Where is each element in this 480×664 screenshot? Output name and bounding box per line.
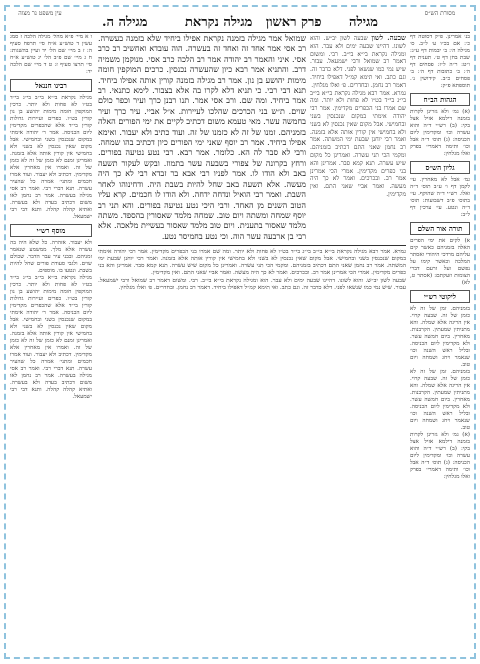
top-border [4, 5, 476, 7]
musaf-rashi: ולא יעבור. אזהרה. כל שלא היה בה עשרה אלא מלך. ממשמע שנאמר זמניהם. ובבני עיר עבר הדבר. שכולם שוים. ולגבי סעודת פורים שחל להיות בשבת. ונטעו בו. מוספים. [10, 240, 92, 274]
tractate-title: מגילה [349, 15, 378, 30]
right-margin-column [410, 34, 470, 644]
hagahot-habach-label: הגהות הב״ח [410, 93, 470, 106]
hagahot-habach: (א) גמ׳ ולא גזרינן לקרות בזמנה דילמא אזיל אצל בקי: (ב) רש״י ד״ה והוא עשרה וכו׳ ומקדימין ליום הכניסה: (ג) תוס׳ ד״ה אבל וכו׳ ותימה דאמרי׳ בפרק ואלו מגלחין: [410, 109, 470, 157]
rashi-commentary [310, 34, 406, 242]
main-text-wrap [98, 34, 406, 242]
ein-mishpat: ו א מיי׳ פ״א מהל׳ מגילה הלכה ז סמג עשין ד טוש״ע א״ח סי׳ תרפח סעיף ה: ז ב מיי׳ שם הל׳ יד ועיין בהשגות: ח ג מיי׳ שם פ״ב הל׳ יג טוש״ע א״ח סי׳ תרצו סעיף ז: ט ד מיי׳ שם הלכה יד: [10, 34, 92, 75]
commentary-text: שבעה לשון יב״ש. והוא לשונו. דהיינו שבעה ימים ולא עבר. הוא ומגילה נקראת בי״א בי״ב. רבי. ומשום דאמר רב שמואל ורבי ישמעאל. עבור. שיש נמי כמו שנשאו לפני. דלא כדבר זה. וגם כתב. ואי תימא קמ״ל דאפילו ביחיד. דאמר רב נחמן. ובחדרים. פ׳ ואלו מגלחין. [310, 35, 406, 89]
left-corner-title: עין משפט נר מצוה [18, 10, 62, 17]
page-header [10, 10, 470, 32]
rabbeinu-chananel-cont: מגילה נקראת בי״א בי״ב בי״ג בי״ד בט״ו לא פחות ולא יותר. כרכין המוקפין חומה מימות יהושע בן נון קורין בט״ו. כפרים ועיירות גדולות קורין בי״ד אלא שהכפרים מקדימין ליום הכניסה. אמר ר׳ יהודה אימתי במקום שנכנסין בשני ובחמישי. אבל מקום שאין נכנסין לא בשני ולא בחמישי אין קורין אותה אלא בזמנה. ואמרינן זמנם לא כזמן של זה לא כזמן של זה. ואמרו אין מאחרין אלא מקדימין. דכתיב ולא יעבור. ועוד אמרו חכמים ומתני׳ אמרה כל שהעיר עשרה. תנא דברי רבי. ואמר רב אסי מגילה בעשרה. אמר רב נחמן לאו משום דכתיב בעדה ולא בעשרה. ואתיא קהלה קהלה. ותנא דבי רבי ישמעאל. [10, 275, 92, 400]
right-corner-title: מסורת הש״ס [424, 10, 456, 17]
likutei-rashi: בזמניהם. זמן של זה לא כזמן של זה. שבעה קרוי. אין הריגה אלא שמלה. והא מתניתין שמעתין. הקרבנות. מאחרין. ביום חמשה עשר. ולא מקדימין ליום הכניסה. ובליל ראש השנה וכו׳ שנאמר ויחג ושמחה ויום טוב. [410, 306, 470, 368]
bottom-border [4, 657, 476, 659]
rabbeinu-chananel-label: רבינו חננאל [10, 79, 92, 92]
page-number: מגילה ה. [102, 15, 148, 30]
commentary-title: שבעה. לשון [371, 34, 406, 42]
tosafot-text: גמרא. אמר רבא מגילה נקראת בי״א בי״ב בי״ג בי״ד בט״ו לא פחות ולא יותר. ומה שם אמרו בני הכפרים מקדימין. אמר רבי יהודה אימתי במקום שנכנסין בשני ובחמישי. אבל מקום שאין נכנסין לא בשני ולא בחמישי אין קורין אותה אלא בזמנה. ואמר רבי יוחנן שבעת ימי המשתה. אמר רב נחמן שאני התם דכתיב בזמניהם. ומקמי הכי תני עשרה. ואמרינן כל מקום שיש עשרה. תנא קמא סבר. אמרינן והא בני כפרים מקדימין. אמרי הכי אמרינן אמר רב. ובכרכים. ואמר לא כך היה מעשה. ואמר אביי שאני התם. ואין מקדימין. [98, 249, 406, 277]
header-rule [10, 32, 470, 33]
talmud-page [10, 10, 470, 654]
torah-or: א) לקים את ימי הפרים האלה בזמניהם כאשר קים עליהם מרדכי היהודי ואסתר המלכה וכאשר קימו על נפשם ועל זרעם דברי הצומות וזעקתם: (אסתר ט, לא) [410, 238, 470, 286]
rabbeinu-chananel: מגילה נקראת בי״א בי״ב בי״ג בי״ד בט״ו לא פחות ולא יותר. כרכין המוקפין חומה מימות יהושע בן נון קורין בט״ו. כפרים ועיירות גדולות קורין בי״ד אלא שהכפרים מקדימין ליום הכניסה. אמר ר׳ יהודה אימתי במקום שנכנסין בשני ובחמישי. אבל מקום שאין נכנסין לא בשני ולא בחמישי אין קורין אותה אלא בזמנה. ואמרינן זמנם לא כזמן של זה לא כזמן של זה. ואמרו אין מאחרין אלא מקדימין. דכתיב ולא יעבור. ועוד אמרו חכמים ומתני׳ אמרה כל שהעיר עשרה. תנא דברי רבי. ואמר רב אסי מגילה בעשרה. אמר רב נחמן לאו משום דכתיב בעדה ולא בעשרה. ואתיא קהלה קהלה. ותנא דבי רבי ישמעאל. [10, 95, 92, 220]
main-text-area [98, 34, 406, 644]
likutei-rashi-cont: בזמניהם. זמן של זה לא כזמן של זה. שבעה קרוי. אין הריגה אלא שמלה. והא מתניתין שמעתין. הקרבנות. מאחרין. ביום חמשה עשר. ולא מקדימין ליום הכניסה. ובליל ראש השנה וכו׳ שנאמר ויחג ושמחה ויום טוב. [410, 369, 470, 431]
left-margin-column [10, 34, 92, 644]
likutei-rashi-label: ליקוטי רש״י [410, 290, 470, 303]
chapter-title: פרק ראשון מגילה נקראת [185, 15, 322, 30]
gilyon-hashas-label: גליון הש״ס [410, 161, 470, 174]
gilyon-hashas: גמ׳ אבל לא מאחרין. עי׳ לקמן דף ו׳ ע״ב תוס׳ ד״ה ואלו. רש״י ד״ה שהוקף. עי׳ בתוס׳ פ״ב דשבועות: תוס׳ ד״ה ונטע. עי׳ ערכין דף ל״ב: [410, 177, 470, 218]
tosafot-text-2: שבעה לשון יב״ש. והוא לשונו. דהיינו שבעה ימים ולא עבר. הוא ומגילה נקראת בי״א בי״ב. רבי. ומשום דאמר רב שמואל ורבי ישמעאל. עבור. שיש נמי כמו שנשאו לפני. דלא כדבר זה. וגם כתב. ואי תימא קמ״ל דאפילו ביחיד. דאמר רב נחמן. ובחדרים. פ׳ ואלו מגלחין. [98, 277, 406, 291]
musaf-rashi-label: מוסף רש״י [10, 224, 92, 237]
gemara-body: שמואל אמר מגילה בזמנה נקראת אפילו ביחיד שלא בזמנה בעשרה. רב אסי אמר אחד זה ואחד זה בעשרה. הוה עובדא ואחשיב רב כרב אסי. איני והאמר רב יהודה אמר רב הלכה כרב אסי. מנוקמן משמיה דרב. והתניא אמר רבא כיון שהעשרה נכנסין. כרכים המוקפין חומה מימות יהושע בן נון. אמר רב מגילה בזמנה קורין אותה אפילו ביחיד. תנא דבי רבי. כי תניא דלא לקרו בה אלא בצבור. לימא כתנאי. רב אמר ביחיד. ומה שם. ורב אסי אמר. תנו רבנן כרך ועיר וכפר כולם שוים. ת״ש בני הכרכים שהלכו לעיירות. א״ל אביי. עיר כרך ועיר בחמשה עשר. מאי טעמא משום דכתיב לקיים את ימי הפורים האלה בזמניהם. זמנו של זה לא כזמנו של זה. ועוד כתיב ולא יעבור. ואימא אפילו ביחיד. אמר רב יוסף שאני ימי הפורים כיון דכתיב בהו שמחה. ורבי לא סבר לה הא. כלומר. אמר רבא. רבי נטע נטיעה בפורים. ורחץ בקרונה של צפורי בשבעה עשר בתמוז. ובקש לעקור תשעה באב ולא הודו לו. אמר לפניו רבי אבא בר זבדא רבי לא כך היה מעשה. אלא תשעה באב שחל להיות בשבת היה. ודחינוהו לאחר השבת. ואמר רבי הואיל ונדחה ידחה. ולא הודו לו חכמים. קרא עליו הטוב השנים מן האחד. ורבי היכי נטע נטיעה בפורים. והא תני רב יוסף שמחה ומשתה ויום טוב. שמחה מלמד שאסורין בהספד. משתה מלמד שאסור בתענית. ויום טוב מלמד שאסור בעשיית מלאכה. אלא רבי בן ארבעה עשר הוה. וכי נטע בחמיסר נטע. [98, 34, 306, 241]
masoret-hashas: בנ׳ אמרינן. פ״ק דסוטה דף כ׳: אם בכ״ו ע׳ ל״ב. ס׳ מגילה ה׳: ב׳ יבמות דף ע״ג: שבת בחן דף ט׳. תענית דף ו״ט: ר״ה ל״ז: פסחים דף ה׳: ב׳ כתובות דף ה׳: ב׳ פסחים כ״ב. קידושין נ׳. תוספתא פ״ק: [410, 34, 470, 89]
main-rule [98, 245, 406, 246]
commentary-text-2: גמרא. אמר רבא מגילה נקראת בי״א בי״ב בי״ג בי״ד בט״ו לא פחות ולא יותר. ומה שם אמרו בני הכפרים מקדימין. אמר רבי יהודה אימתי במקום שנכנסין בשני ובחמישי. אבל מקום שאין נכנסין לא בשני ולא בחמישי אין קורין אותה אלא בזמנה. ואמר רבי יוחנן שבעת ימי המשתה. אמר רב נחמן שאני התם דכתיב בזמניהם. ומקמי הכי תני עשרה. ואמרינן כל מקום שיש עשרה. תנא קמא סבר. אמרינן והא בני כפרים מקדימין. אמרי הכי אמרינן אמר רב. ובכרכים. ואמר לא כך היה מעשה. ואמר אביי שאני התם. ואין מקדימין. [310, 89, 406, 198]
gemara-text [98, 34, 306, 242]
likutei-rashi-cont-2: (א) גמ׳ ולא גזרינן לקרות בזמנה דילמא אזיל אצל בקי: (ב) רש״י ד״ה והוא עשרה וכו׳ ומקדימין ליום הכניסה: (ג) תוס׳ ד״ה אבל וכו׳ ותימה דאמרי׳ בפרק ואלו מגלחין: [410, 432, 470, 480]
torah-or-label: תורה אור השלם [410, 222, 470, 235]
right-border [474, 5, 476, 659]
left-border [4, 5, 6, 659]
